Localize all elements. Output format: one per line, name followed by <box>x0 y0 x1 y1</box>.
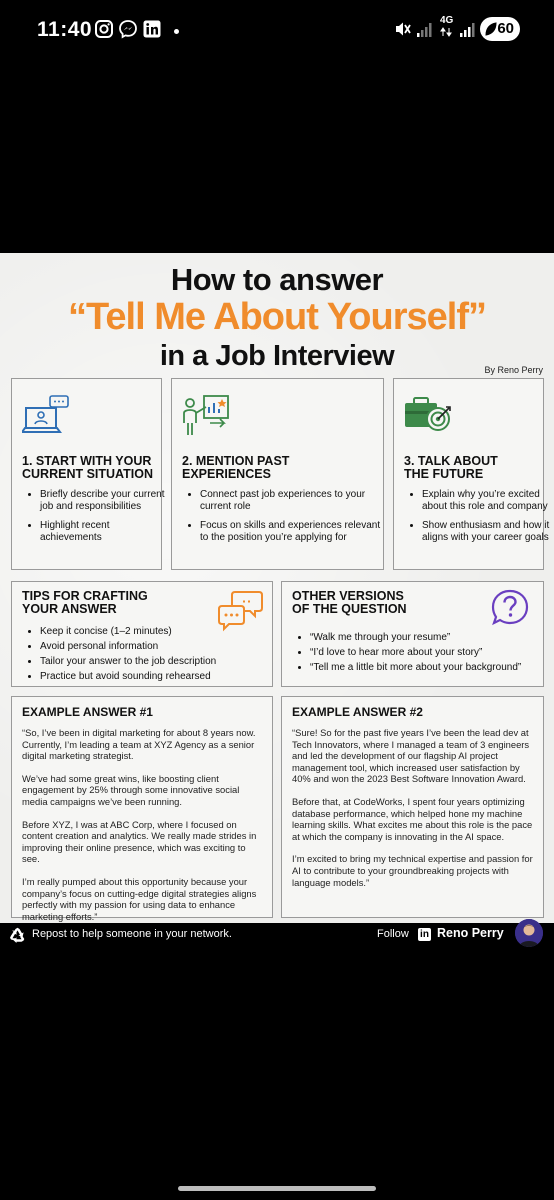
step-1-heading <box>22 455 153 481</box>
messenger-icon <box>118 19 138 39</box>
example-1-paragraph: Before XYZ, I was at ABC Corp, where I focused on content creation and analytics. We really made strides in improving their online presence, which was exciting to see. <box>22 818 257 865</box>
tips-bullets <box>24 626 280 686</box>
step-2-bullets <box>184 489 390 551</box>
tips-heading <box>22 590 148 616</box>
signal-icon <box>416 19 434 39</box>
step-2-heading-line-1: 2. MENTION PAST <box>182 454 290 468</box>
example-2-heading: EXAMPLE ANSWER #2 <box>292 705 423 719</box>
battery-saver-icon <box>484 21 498 37</box>
example-1-paragraph: “So, I’ve been in digital marketing for about 8 years now. Currently, I’m leading a team at XYZ Agency as a senior digital marketing strategist. <box>22 727 256 762</box>
bullet-item: • Connect past job experiences to your current role <box>200 489 390 513</box>
step-1-heading-line-2: CURRENT SITUATION <box>22 467 154 481</box>
gesture-handle[interactable] <box>178 1186 376 1191</box>
mute-icon <box>393 19 413 39</box>
step-3-heading-line-2: THE FUTURE <box>404 467 484 481</box>
example-1-paragraph: We’ve had some great wins, like boosting client engagement by 25% through some innovative social media campaigns we’ve been running. <box>22 772 240 807</box>
repost-text: Repost to help someone in your network. <box>32 928 232 940</box>
bullet-item: • Avoid personal information <box>40 641 280 653</box>
status-time: 11:40 <box>37 18 93 41</box>
bullet-item: • Focus on skills and experiences relevant to the position you’re applying for <box>200 520 390 544</box>
versions-card <box>281 581 544 687</box>
author-name[interactable]: Reno Perry <box>437 926 504 940</box>
instagram-icon <box>94 19 114 39</box>
versions-bullets <box>294 632 554 677</box>
laptop-chat-icon <box>22 394 72 439</box>
versions-heading <box>292 590 407 616</box>
example-2-paragraph: “Sure! So for the past five years I’ve been the lead dev at Tech Innovators, where I managed a team of 3 engineers and led the development of our flagship AI project management tool, which increased user satisfaction by 40% and won the 2023 Best Software Innovation Award. <box>292 727 530 785</box>
bullet-item: • “I’d love to hear more about your story” <box>310 647 554 659</box>
versions-heading-line-2: OF THE QUESTION <box>292 602 407 616</box>
author-avatar[interactable] <box>515 919 543 947</box>
title-line-1: How to answer <box>170 262 384 297</box>
recycle-icon <box>9 927 26 943</box>
bullet-item: • Explain why you’re excited about this role and company <box>422 489 550 513</box>
example-answer-1-card <box>11 696 273 922</box>
example-2-paragraph: Before that, at CodeWorks, I spent four years optimizing database performance, which helped hone my machine learning skills. What excites me about this role is the pace at which the company is innovating in the AI space. <box>292 795 533 842</box>
step-2-heading-line-2: EXPERIENCES <box>182 467 271 481</box>
status-bar <box>0 0 554 62</box>
step-3-heading-line-1: 3. TALK ABOUT <box>404 454 498 468</box>
bullet-item: • Keep it concise (1–2 minutes) <box>40 626 280 638</box>
linkedin-icon <box>142 19 162 39</box>
poster-footer <box>0 923 554 947</box>
battery-level: 60 <box>497 20 514 37</box>
step-card-1 <box>11 378 165 570</box>
bullet-item: • Briefly describe your current job and responsibilities <box>40 489 166 513</box>
data-arrows-icon <box>440 27 456 37</box>
bullet-item: • Practice but avoid sounding rehearsed <box>40 671 280 683</box>
step-2-heading <box>182 455 289 481</box>
avatar-person-icon <box>515 919 543 947</box>
title-line-3: in a Job Interview <box>159 340 395 372</box>
bullet-item: • “Walk me through your resume” <box>310 632 554 644</box>
step-card-3 <box>393 378 550 570</box>
tips-heading-line-1: TIPS FOR CRAFTING <box>22 589 148 603</box>
presenter-board-icon <box>180 393 232 439</box>
network-type: 4G <box>440 15 454 26</box>
follow-text: Follow <box>377 928 409 940</box>
linkedin-badge-icon: in <box>418 928 431 941</box>
example-1-heading: EXAMPLE ANSWER #1 <box>22 705 153 719</box>
signal-icon-2 <box>459 19 477 39</box>
step-3-heading <box>404 455 498 481</box>
infographic-poster <box>0 253 554 923</box>
bullet-item: • “Tell me a little bit more about your background” <box>310 662 554 674</box>
step-1-heading-line-1: 1. START WITH YOUR <box>22 454 152 468</box>
bullet-item: • Tailor your answer to the job description <box>40 656 280 668</box>
bullet-item: • Show enthusiasm and how it aligns with your career goals <box>422 520 550 544</box>
tips-heading-line-2: YOUR ANSWER <box>22 602 117 616</box>
title-line-2: “Tell Me About Yourself” <box>68 296 486 338</box>
battery-indicator <box>480 17 520 41</box>
question-mark-icon <box>490 588 530 628</box>
versions-heading-line-1: OTHER VERSIONS <box>292 589 404 603</box>
tips-card <box>11 581 273 687</box>
example-answer-2-card <box>281 696 544 918</box>
byline: By Reno Perry <box>484 365 543 375</box>
step-card-2 <box>171 378 384 570</box>
step-1-bullets <box>24 489 166 551</box>
example-1-body <box>22 727 264 933</box>
notification-dot <box>174 29 179 34</box>
briefcase-target-icon <box>402 391 454 437</box>
example-2-body <box>292 727 535 899</box>
example-1-paragraph: I’m really pumped about this opportunity because your company’s focus on cutting-edge digital strategies aligns perfectly with my passion for using data to enhance marketing efforts.” <box>22 875 257 922</box>
step-3-bullets <box>406 489 550 551</box>
example-2-paragraph: I’m excited to bring my technical expertise and passion for AI to contribute to your groundbreaking projects with language models.” <box>292 853 533 888</box>
bullet-item: • Highlight recent achievements <box>40 520 166 544</box>
